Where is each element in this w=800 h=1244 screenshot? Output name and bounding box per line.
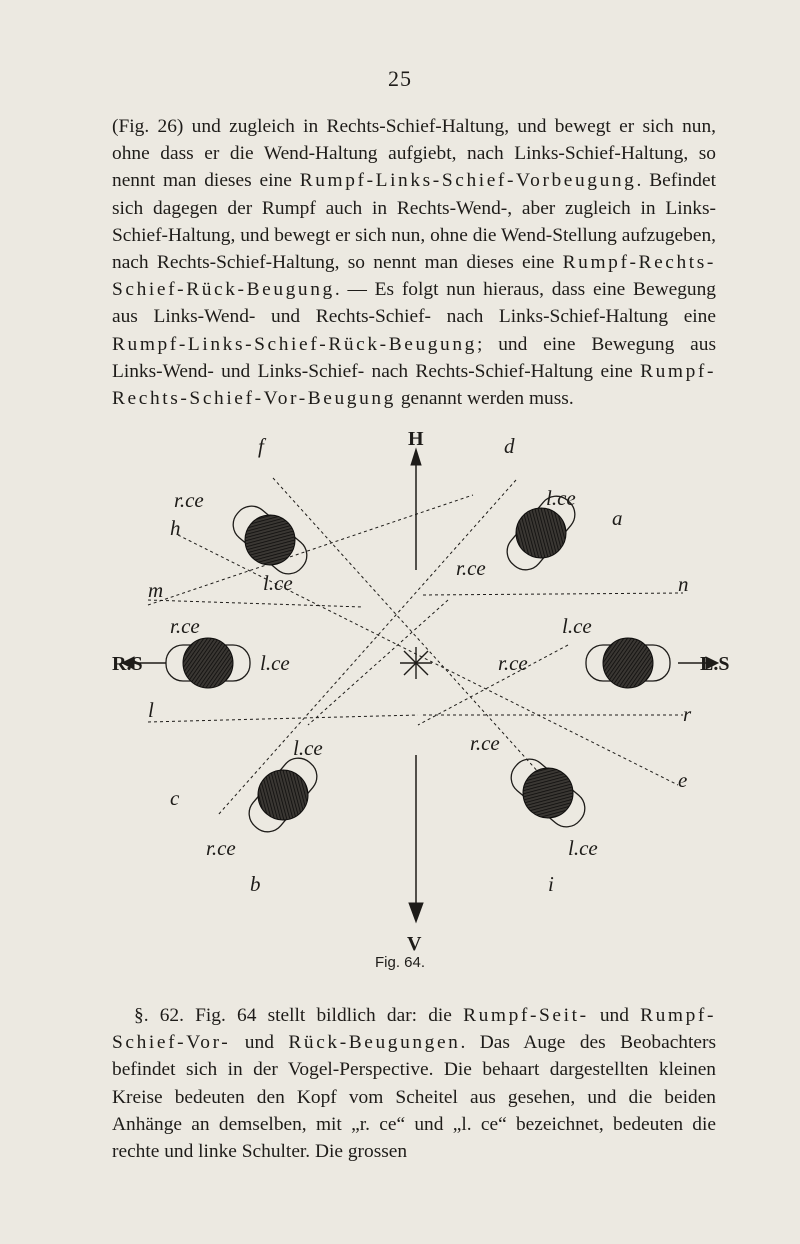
head-bottom-right [500,747,596,839]
label-lce-top-right: l.ce [546,486,576,510]
label-m: m [148,578,164,602]
label-rce-left: r.ce [170,614,200,638]
term: Rumpf-Rechts-Schief-Rück-Beugung [112,252,716,301]
label-i: i [548,872,554,896]
figure-diagram [112,425,730,980]
term: Rumpf-Seit- [463,1005,589,1026]
label-lce-right: l.ce [562,614,592,638]
label-RS: R.S [112,653,143,675]
label-n: n [678,572,689,596]
text-run: und [230,1032,289,1054]
vertical-axis [409,449,423,922]
label-H: H [408,428,424,450]
text-run: . — Es folgt nun hieraus, dass eine Bewegung aus Links-Wend- und Rechts-Schief- nach Links-Schief-Haltung eine [112,279,716,328]
label-lce-left: l.ce [260,651,290,675]
text-run: (Fig. 26) und zugleich in Rechts-Schief-Haltung, und bewegt er sich nun, ohne dass er die Wend-Haltung aufgiebt, nach Links-Schief-Haltung, so nennt man dieses eine [112,116,716,192]
paragraph-2 [112,1002,716,1165]
center-star-icon [400,647,432,679]
figure-64 [112,425,730,980]
label-d: d [504,434,515,458]
label-rce-bottom-left: r.ce [206,836,236,860]
figure-caption: Fig. 64. [374,954,426,971]
term: Rumpf-Links-Schief-Rück-Beugung [112,333,477,355]
term: Rück-Beugungen [288,1032,461,1054]
head-right [586,638,670,688]
label-V: V [407,933,422,955]
text-run: . Befindet sich dagegen der Rumpf auch in Rechts-Wend-, aber zugleich in Links-Schief-Haltung, und bewegt er sich nun, ohne die Wend-Stellung aufzugeben, nach Rechts-Schief-Haltung, so nennt man dieses eine [112,170,716,274]
head-bottom-left [237,747,329,843]
label-c: c [170,786,180,810]
text-run: ; und eine Bewegung aus Links-Wend- und Links-Schief- nach Rechts-Schief-Haltung eine [112,333,716,382]
page-number: 25 [388,66,412,91]
label-rce-top-right: r.ce [456,556,486,580]
text-run: §. 62. Fig. 64 stellt bildlich dar: die [134,1005,464,1026]
term: Rumpf-Links-Schief-Vorbeugung [299,170,637,192]
label-rce-top-left: r.ce [174,488,204,512]
label-a: a [612,506,623,530]
label-f: f [258,434,264,458]
label-LS: L.S [700,653,730,675]
term: Rumpf-Schief-Vor- [112,1005,717,1054]
head-left [166,638,250,688]
label-h: h [170,516,181,540]
label-rce-right: r.ce [498,651,528,675]
label-lce-bottom-right: l.ce [568,836,598,860]
text-run: . Das Auge des Beobachters befindet sich in der Vogel-Perspective. Die behaart dargestellten kleinen Kreise bedeuten den Kopf vom Scheitel aus gesehen, und die beiden Anhänge an demselben, mit „r. ce“ und „l. ce“ bezeichnet, bedeuten die rechte und linke Schulter. Die grossen [112,1032,717,1163]
term: Rumpf-Rechts-Schief-Vor-Beugung [112,360,716,410]
label-e: e [678,768,688,792]
paragraph-1 [112,113,716,412]
label-rce-bottom-right: r.ce [470,731,500,755]
label-lce-bottom-left: l.ce [293,736,323,760]
text-run: und [588,1005,641,1026]
text-run: genannt werden muss. [395,388,574,410]
label-r: r [683,702,692,726]
label-lce-top-left: l.ce [263,571,293,595]
label-b: b [250,872,261,896]
label-l: l [148,698,154,722]
